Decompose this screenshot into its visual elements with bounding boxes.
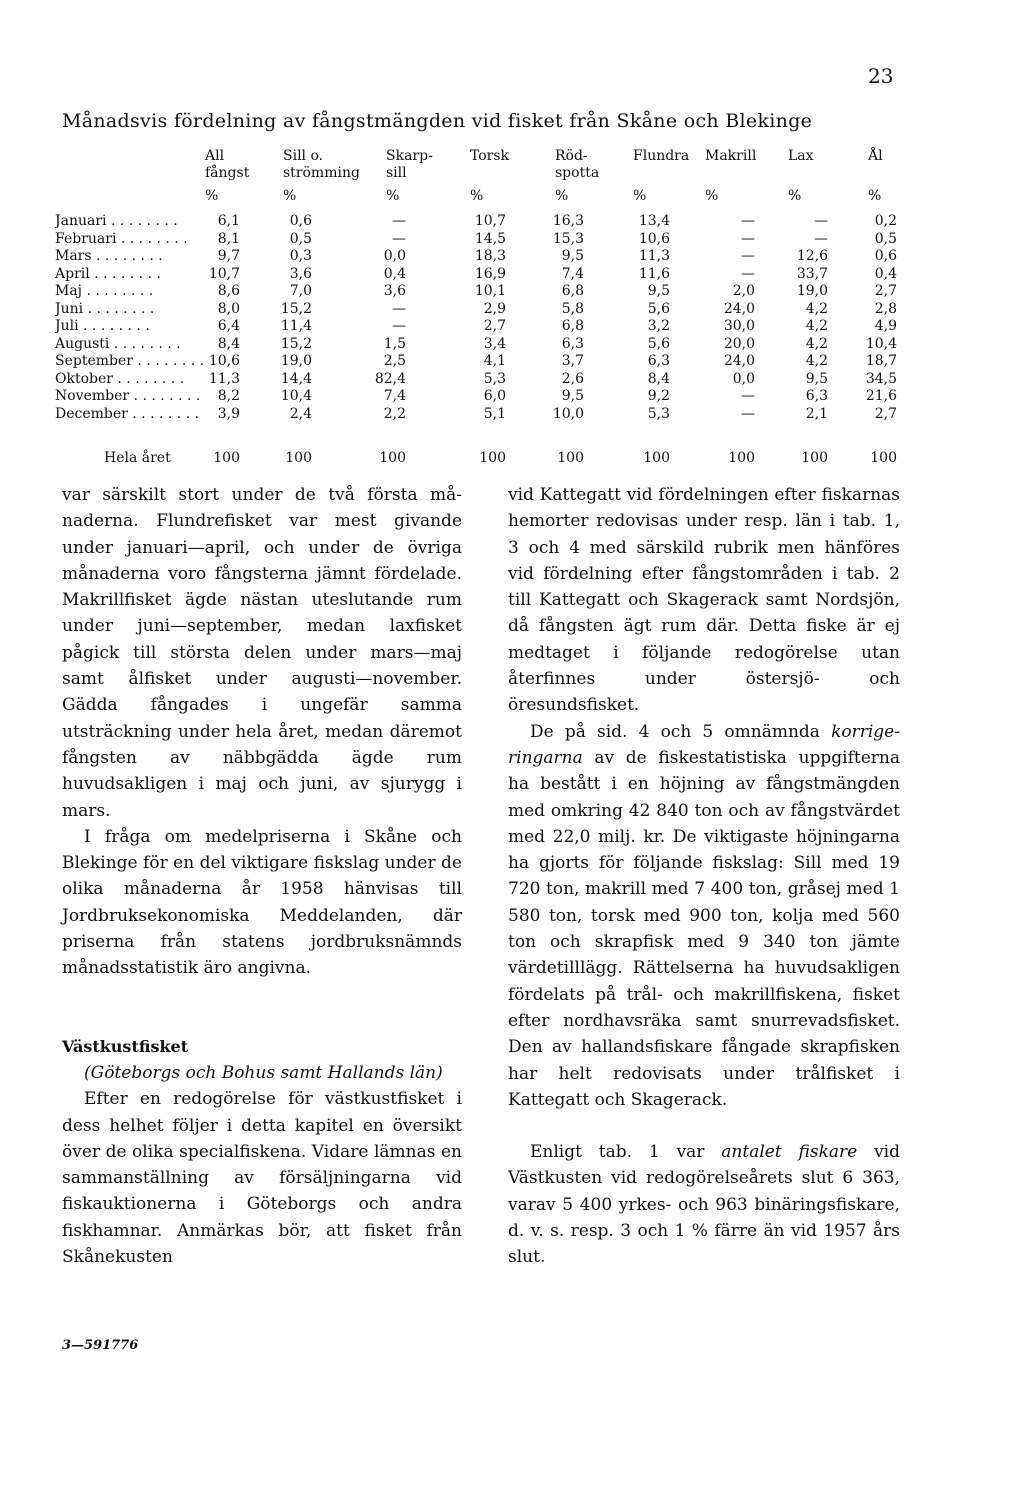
column-header-1: [205, 148, 249, 182]
table-cell: 15,2: [280, 300, 312, 317]
table-cell: 2,7: [874, 405, 897, 422]
table-cell: 9,5: [647, 283, 670, 299]
table-cell: —: [741, 248, 755, 264]
table-cell: 18,7: [865, 353, 897, 369]
table-cell: 19,0: [796, 283, 828, 299]
right-paragraph-2-start: De på sid. 4 och 5 omnämnda: [530, 721, 832, 742]
row-label: Mars . . . . . . . .: [55, 248, 163, 264]
table-column-8: [768, 213, 828, 423]
table-cell: 24,0: [723, 300, 755, 317]
table-cell: 0,5: [874, 230, 897, 247]
table-cell: —: [814, 213, 828, 229]
table-cell: 15,2: [280, 335, 312, 352]
total-cell: 100: [870, 450, 897, 466]
column-header-line1: Sill o.: [283, 148, 324, 164]
table-cell: 2,5: [383, 353, 406, 369]
table-cell: 82,4: [374, 370, 406, 387]
row-label: Augusti . . . . . . . .: [55, 335, 181, 352]
right-paragraph-2: [508, 719, 900, 1113]
table-cell: 9,5: [805, 370, 828, 387]
right-paragraph-3-start: Enligt tab. 1 var: [530, 1142, 722, 1163]
column-header-9: [868, 148, 883, 165]
column-unit: %: [283, 188, 297, 204]
table-cell: 5,8: [561, 300, 584, 317]
table-cell: —: [741, 405, 755, 422]
column-unit: %: [555, 188, 569, 204]
table-cell: 10,0: [552, 405, 584, 422]
row-label: Juni . . . . . . . .: [55, 300, 155, 317]
table-cell: 0,0: [732, 370, 755, 387]
footer-code: 3—591776: [62, 1338, 139, 1353]
table-cell: 3,6: [289, 265, 312, 282]
table-title: Månadsvis fördelning av fångstmängden vid fisket från Skåne och Blekinge: [62, 110, 813, 132]
table-cell: 24,0: [723, 353, 755, 369]
table-column-3: [346, 213, 406, 423]
column-header-line2: fångst: [205, 165, 250, 181]
table-cell: 16,3: [552, 213, 584, 229]
left-paragraph-1: var särskilt stort under de två första månaderna. Flundrefisket var mest givande under januari—april, och under de övriga månaderna voro fångsterna jämnt fördelade. Makrillfisket ägde nästan uteslutande rum under juni—september, medan laxfisket pågick till största delen under mars—maj samt ålfisket under augusti—november. Gädda fångades i ungefär samma utsträckning under hela året, medan däremot fångsten av näbbgädda ägde rum huvudsakligen i maj och juni, av sjurygg i mars.: [62, 485, 462, 821]
right-paragraph-2-emphasis: korrigeringarna: [508, 721, 900, 768]
table-cell: 10,1: [474, 283, 506, 299]
column-header-5: [555, 148, 599, 182]
table-cell: 5,3: [647, 405, 670, 422]
table-cell: 4,2: [805, 300, 828, 317]
table-cell: —: [392, 230, 406, 247]
table-cell: 30,0: [723, 318, 755, 334]
column-unit: %: [705, 188, 719, 204]
table-cell: —: [741, 230, 755, 247]
table-cell: 10,4: [865, 335, 897, 352]
row-label: Maj . . . . . . . .: [55, 283, 154, 299]
table-cell: 0,2: [874, 213, 897, 229]
column-header-line2: strömming: [283, 165, 360, 181]
table-cell: 3,7: [561, 353, 584, 369]
table-column-6: [610, 213, 670, 423]
table-cell: 12,6: [796, 248, 828, 264]
table-cell: 10,6: [208, 353, 240, 369]
table-cell: 7,4: [383, 388, 406, 404]
table-cell: 10,6: [638, 230, 670, 247]
row-label: December . . . . . . . .: [55, 405, 200, 422]
column-header-2: [283, 148, 360, 182]
table-cell: 8,4: [647, 370, 670, 387]
column-header-8: [788, 148, 814, 165]
table-cell: —: [741, 213, 755, 229]
table-cell: 6,8: [561, 318, 584, 334]
table-cell: 6,3: [805, 388, 828, 404]
table-cell: 2,7: [874, 283, 897, 299]
table-cell: 2,9: [483, 300, 506, 317]
table-column-1: [180, 213, 240, 423]
table-cell: 20,0: [723, 335, 755, 352]
table-cell: 16,9: [474, 265, 506, 282]
table-cell: 13,4: [638, 213, 670, 229]
table-cell: 8,0: [217, 300, 240, 317]
table-cell: 6,0: [483, 388, 506, 404]
table-cell: 9,5: [561, 388, 584, 404]
table-cell: —: [392, 300, 406, 317]
table-cell: —: [741, 265, 755, 282]
row-label: Januari . . . . . . . .: [55, 213, 178, 229]
table-cell: 0,4: [383, 265, 406, 282]
table-cell: 34,5: [865, 370, 897, 387]
table-cell: 9,5: [561, 248, 584, 264]
table-cell: 9,7: [217, 248, 240, 264]
right-text-column: [508, 482, 900, 1271]
column-unit: %: [633, 188, 647, 204]
table-cell: 0,6: [289, 213, 312, 229]
right-paragraph-2-end: av de fiskestatistiska uppgifterna ha bestått i en höjning av fångstmängden med omkring 42 840 ton och av fångstvärdet med 22,0 milj. kr. De viktigaste höjningarna ha gjorts för följande fiskslag: Sill med 19 720 ton, makrill med 7 400 ton, gråsej med 1 580 ton, torsk med 900 ton, kolja med 560 ton och skrapfisk med 9 340 ton jämte värdetilllägg. Rättelserna ha huvudsakligen fördelats på trål- och makrillfiskena, fisket efter nordhavsräka samt snurrevadsfisket. Den av hallandsfiskare fångade skrapfisken har helt redovisats under trålfisket i Kattegatt och Skagerack.: [508, 747, 900, 1110]
section-heading: Västkustfisket: [62, 1036, 189, 1056]
column-header-line1: Skarp-: [386, 148, 433, 164]
table-cell: 15,3: [552, 230, 584, 247]
table-cell: 8,2: [217, 388, 240, 404]
left-paragraph-2: I fråga om medelpriserna i Skåne och Blekinge för en del viktigare fiskslag under de olika månaderna år 1958 hänvisas till Jordbruksekonomiska Meddelanden, där priserna från statens jordbruksnämnds månadsstatistik äro angivna.: [62, 826, 462, 979]
column-header-line2: spotta: [555, 165, 600, 181]
right-paragraph-1: vid Kattegatt vid fördelningen efter fiskarnas hemorter redovisas under resp. län i tab. 1, 3 och 4 med särskild rubrik men hänföres vid fördelning efter fångstområden i tab. 2 till Kattegatt och Skagerack samt Nordsjön, då fångsten ägt rum där. Detta fiske är ej medtaget i följande redogörelse utan återfinnes under östersjö- och öresundsfisket.: [508, 485, 900, 716]
table-cell: 18,3: [474, 248, 506, 264]
table-cell: 6,4: [217, 318, 240, 334]
total-cell: 100: [643, 450, 670, 466]
total-cell: 100: [557, 450, 584, 466]
row-label: Juli . . . . . . . .: [55, 318, 150, 334]
table-cell: 11,4: [280, 318, 312, 334]
table-cell: 11,3: [208, 370, 240, 387]
right-paragraph-3-end: vid Västkusten vid redogörelseårets slut 6 363, varav 5 400 yrkes- och 963 binäringsfiskare, d. v. s. resp. 3 och 1 % färre än vid 1957 års slut.: [508, 1142, 900, 1268]
table-cell: 6,8: [561, 283, 584, 299]
column-header-line1: Röd-: [555, 148, 588, 164]
table-cell: 2,4: [289, 405, 312, 422]
total-cell: 100: [379, 450, 406, 466]
row-label: September . . . . . . . .: [55, 353, 205, 369]
table-cell: 21,6: [865, 388, 897, 404]
table-cell: 4,2: [805, 318, 828, 334]
table-cell: 11,6: [638, 265, 670, 282]
left-text-column: [62, 482, 462, 1270]
table-cell: 0,5: [289, 230, 312, 247]
table-column-2: [252, 213, 312, 423]
table-cell: 11,3: [638, 248, 670, 264]
table-cell: 1,5: [383, 335, 406, 352]
row-label: Februari . . . . . . . .: [55, 230, 188, 247]
table-column-9: [837, 213, 897, 423]
column-header-3: [386, 148, 433, 182]
table-cell: 14,5: [474, 230, 506, 247]
total-cell: 100: [285, 450, 312, 466]
table-column-4: [446, 213, 506, 423]
row-label: April . . . . . . . .: [55, 265, 161, 282]
section-subheading: (Göteborgs och Bohus samt Hallands län): [84, 1062, 443, 1083]
table-cell: 4,1: [483, 353, 506, 369]
column-header-4: [470, 148, 509, 165]
column-header-6: [633, 148, 689, 165]
table-cell: 10,4: [280, 388, 312, 404]
table-cell: 0,3: [289, 248, 312, 264]
table-cell: 5,1: [483, 405, 506, 422]
table-cell: 0,6: [874, 248, 897, 264]
table-cell: 33,7: [796, 265, 828, 282]
table-cell: —: [392, 213, 406, 229]
column-header-line2: sill: [386, 165, 407, 181]
column-header-line1: Makrill: [705, 148, 757, 164]
table-cell: 2,8: [874, 300, 897, 317]
table-cell: 4,2: [805, 335, 828, 352]
column-unit: %: [205, 188, 219, 204]
column-header-line1: Ål: [868, 148, 883, 164]
left-paragraph-3: Efter en redogörelse för västkustfisket i dess helhet följer i detta kapitel en översikt över de olika specialfiskena. Vidare lämnas en sammanställning av försäljningarna vid fiskauktionerna i Göteborgs och andra fiskhamnar. Anmärkas bör, att fisket från Skånekusten: [62, 1089, 462, 1268]
table-cell: 5,3: [483, 370, 506, 387]
table-cell: 6,3: [561, 335, 584, 352]
table-cell: 3,9: [217, 405, 240, 422]
table-cell: 8,1: [217, 230, 240, 247]
table-cell: 8,6: [217, 283, 240, 299]
table-cell: 0,4: [874, 265, 897, 282]
column-header-line1: Lax: [788, 148, 814, 164]
table-cell: —: [392, 318, 406, 334]
row-label: November . . . . . . . .: [55, 388, 201, 404]
total-cell: 100: [728, 450, 755, 466]
table-cell: 5,6: [647, 300, 670, 317]
table-cell: 2,0: [732, 283, 755, 299]
table-cell: 7,4: [561, 265, 584, 282]
table-cell: 5,6: [647, 335, 670, 352]
table-cell: 10,7: [474, 213, 506, 229]
table-column-5: [524, 213, 584, 423]
column-unit: %: [868, 188, 882, 204]
column-header-line1: Torsk: [470, 148, 510, 164]
table-cell: 3,6: [383, 283, 406, 299]
table-cell: 3,2: [647, 318, 670, 334]
table-cell: 0,0: [383, 248, 406, 264]
table-cell: 3,4: [483, 335, 506, 352]
table-cell: 2,7: [483, 318, 506, 334]
column-unit: %: [386, 188, 400, 204]
column-header-7: [705, 148, 756, 165]
table-cell: 2,2: [383, 405, 406, 422]
table-cell: 6,1: [217, 213, 240, 229]
table-column-7: [695, 213, 755, 423]
table-cell: 10,7: [208, 265, 240, 282]
table-cell: 7,0: [289, 283, 312, 299]
page-number: 23: [868, 64, 894, 88]
total-cell: 100: [213, 450, 240, 466]
row-label: Oktober . . . . . . . .: [55, 370, 185, 387]
table-cell: —: [814, 230, 828, 247]
column-unit: %: [470, 188, 484, 204]
table-cell: 9,2: [647, 388, 670, 404]
table-cell: 14,4: [280, 370, 312, 387]
column-header-line1: All: [205, 148, 225, 164]
table-cell: 6,3: [647, 353, 670, 369]
column-unit: %: [788, 188, 802, 204]
table-cell: 8,4: [217, 335, 240, 352]
total-row-label: Hela året: [104, 450, 171, 466]
table-cell: 19,0: [280, 353, 312, 369]
total-cell: 100: [479, 450, 506, 466]
table-cell: 2,1: [805, 405, 828, 422]
table-cell: 4,9: [874, 318, 897, 334]
column-header-line1: Flundra: [633, 148, 690, 164]
table-cell: 4,2: [805, 353, 828, 369]
table-cell: —: [741, 388, 755, 404]
right-paragraph-3: [508, 1139, 900, 1270]
total-cell: 100: [801, 450, 828, 466]
table-cell: 2,6: [561, 370, 584, 387]
right-paragraph-3-emphasis: antalet fiskare: [721, 1142, 858, 1163]
